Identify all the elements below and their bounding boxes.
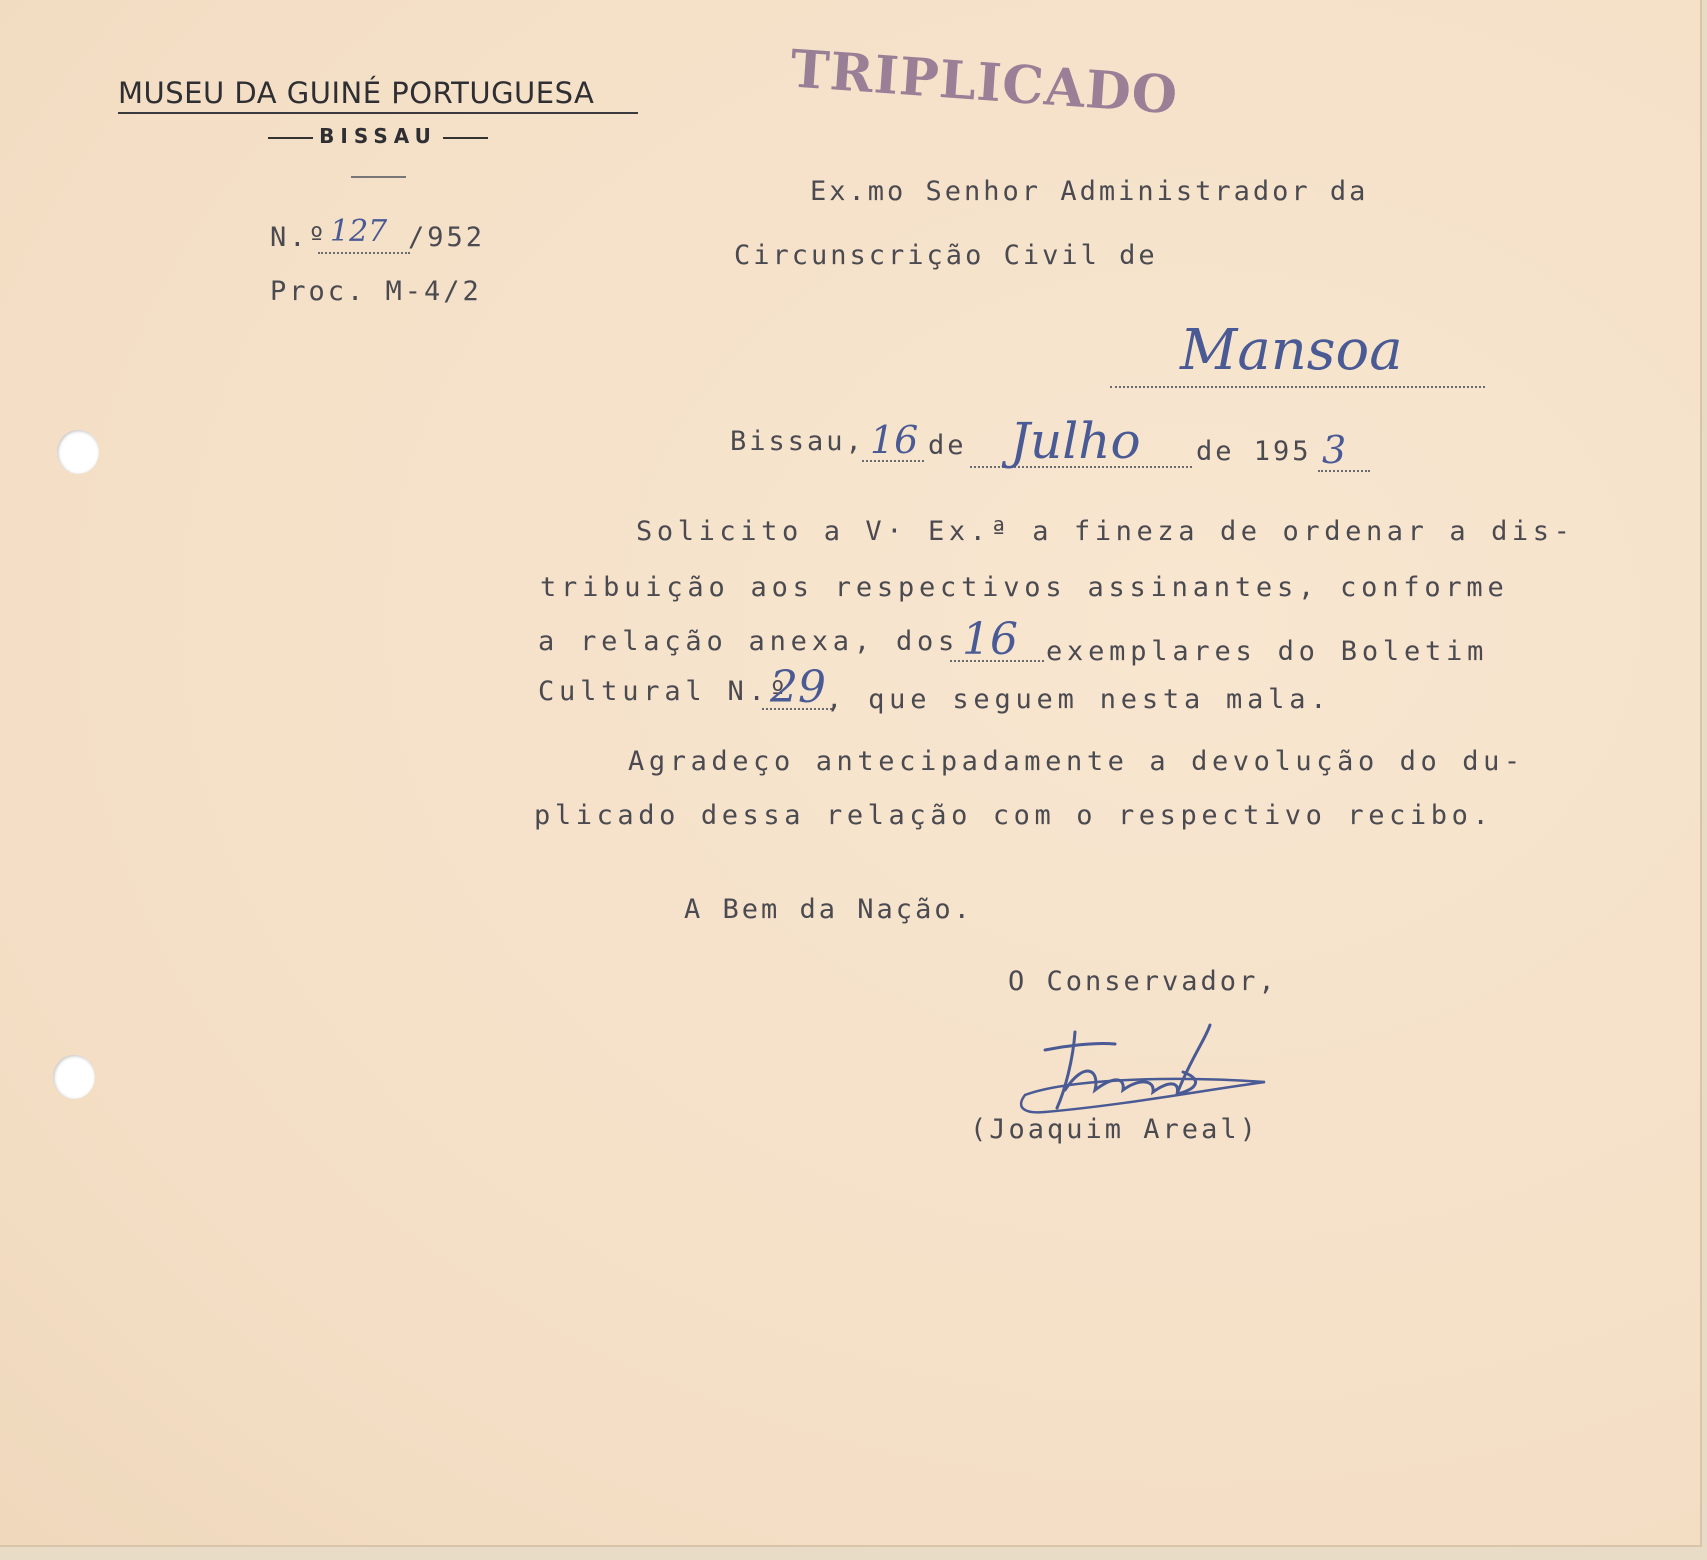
date-city: Bissau, (730, 426, 865, 457)
punch-hole (53, 1055, 95, 1099)
body-line: , que seguem nesta mala. (826, 684, 1332, 715)
signatory-role: O Conservador, (1008, 966, 1278, 997)
place-handwritten: Mansoa (1180, 318, 1403, 383)
date-year-handwritten: 3 (1322, 428, 1347, 472)
letterhead (118, 76, 638, 178)
date-day-handwritten: 16 (870, 418, 919, 462)
body-line: Cultural N.º (538, 676, 791, 707)
body-line: Agradeço antecipadamente a devolução do du- (628, 746, 1525, 777)
punch-hole (57, 430, 99, 474)
institution-city: BISSAU (118, 124, 638, 148)
addressee-line-2: Circunscrição Civil de (734, 240, 1158, 271)
body-line: a relação anexa, dos (538, 626, 960, 657)
triplicado-stamp: TRIPLICADO (788, 38, 1181, 127)
institution-name: MUSEU DA GUINÉ PORTUGUESA (118, 76, 638, 114)
reference-number-line (318, 252, 410, 254)
place-line (1110, 386, 1485, 388)
body-line: Solicito a V· Ex.ª a fineza de ordenar a dis- (636, 516, 1575, 547)
date-month-handwritten: Julho (1010, 412, 1141, 470)
count-handwritten: 16 (962, 614, 1018, 665)
body-line: plicado dessa relação com o respectivo recibo. (534, 800, 1494, 831)
date-de: de (928, 430, 967, 461)
signatory-name: (Joaquim Areal) (970, 1114, 1259, 1145)
process-number: Proc. M-4/2 (270, 276, 482, 307)
body-line: exemplares do Boletim (1046, 636, 1489, 667)
reference-number-label: N.º (270, 222, 328, 253)
letterhead-rule (351, 176, 406, 178)
body-line: tribuição aos respectivos assinantes, conforme (540, 572, 1509, 603)
reference-year: /952 (408, 222, 486, 253)
issue-handwritten: 29 (770, 662, 826, 713)
reference-number-handwritten: 127 (330, 214, 388, 249)
closing-salutation: A Bem da Nação. (684, 894, 973, 925)
addressee-line-1: Ex.mo Senhor Administrador da (810, 176, 1369, 207)
date-year-prefix: de 195 (1196, 436, 1312, 467)
